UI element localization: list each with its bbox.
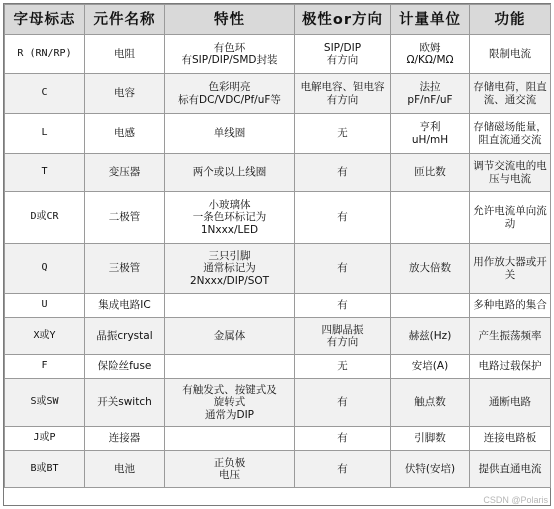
cell-component-name: 电容 bbox=[85, 74, 165, 114]
watermark: CSDN @Polaris bbox=[483, 495, 548, 505]
cell-polarity: 有 bbox=[295, 451, 391, 488]
cell-function: 电路过载保护 bbox=[470, 355, 551, 379]
cell-characteristics: 单线圈 bbox=[165, 114, 295, 154]
cell-unit: 赫兹(Hz) bbox=[391, 318, 470, 355]
cell-unit bbox=[391, 294, 470, 318]
cell-letter-code: C bbox=[5, 74, 85, 114]
table-row bbox=[5, 294, 551, 318]
cell-letter-code: D或CR bbox=[5, 192, 85, 244]
component-table-container bbox=[3, 3, 551, 506]
table-row bbox=[5, 114, 551, 154]
header-component-name: 元件名称 bbox=[85, 5, 165, 35]
header-row bbox=[5, 5, 551, 35]
cell-function: 用作放大器或开 关 bbox=[470, 244, 551, 294]
cell-letter-code: S或SW bbox=[5, 379, 85, 427]
cell-letter-code: L bbox=[5, 114, 85, 154]
cell-function: 多种电路的集合 bbox=[470, 294, 551, 318]
cell-component-name: 三极管 bbox=[85, 244, 165, 294]
cell-function: 存储电荷，阻直 流、通交流 bbox=[470, 74, 551, 114]
table-row bbox=[5, 244, 551, 294]
cell-component-name: 电池 bbox=[85, 451, 165, 488]
cell-letter-code: Q bbox=[5, 244, 85, 294]
cell-polarity: 电解电容、钽电容 有方向 bbox=[295, 74, 391, 114]
cell-letter-code: F bbox=[5, 355, 85, 379]
cell-polarity: 无 bbox=[295, 355, 391, 379]
cell-polarity: 有 bbox=[295, 154, 391, 192]
cell-unit: 法拉 pF/nF/uF bbox=[391, 74, 470, 114]
table-row bbox=[5, 35, 551, 74]
table-row bbox=[5, 451, 551, 488]
cell-characteristics bbox=[165, 294, 295, 318]
table-row bbox=[5, 379, 551, 427]
table-row bbox=[5, 318, 551, 355]
cell-function: 通断电路 bbox=[470, 379, 551, 427]
cell-component-name: 二极管 bbox=[85, 192, 165, 244]
cell-characteristics: 有色环 有SIP/DIP/SMD封装 bbox=[165, 35, 295, 74]
table-row bbox=[5, 355, 551, 379]
cell-function: 连接电路板 bbox=[470, 427, 551, 451]
cell-polarity: 有 bbox=[295, 192, 391, 244]
cell-characteristics: 金属体 bbox=[165, 318, 295, 355]
cell-polarity: 有 bbox=[295, 427, 391, 451]
cell-unit: 欧姆 Ω/KΩ/MΩ bbox=[391, 35, 470, 74]
cell-characteristics: 正负极 电压 bbox=[165, 451, 295, 488]
cell-unit: 触点数 bbox=[391, 379, 470, 427]
header-characteristics: 特性 bbox=[165, 5, 295, 35]
cell-unit: 亨利 uH/mH bbox=[391, 114, 470, 154]
table-row bbox=[5, 74, 551, 114]
cell-unit: 匝比数 bbox=[391, 154, 470, 192]
cell-characteristics bbox=[165, 427, 295, 451]
cell-polarity: 有 bbox=[295, 244, 391, 294]
cell-function: 允许电流单向流 动 bbox=[470, 192, 551, 244]
table-row bbox=[5, 427, 551, 451]
cell-letter-code: B或BT bbox=[5, 451, 85, 488]
cell-component-name: 变压器 bbox=[85, 154, 165, 192]
cell-letter-code: U bbox=[5, 294, 85, 318]
cell-function: 产生振荡频率 bbox=[470, 318, 551, 355]
cell-component-name: 保险丝fuse bbox=[85, 355, 165, 379]
cell-polarity: 有 bbox=[295, 379, 391, 427]
cell-unit: 伏特(安培) bbox=[391, 451, 470, 488]
component-table bbox=[4, 4, 551, 488]
cell-characteristics: 色彩明亮 标有DC/VDC/Pf/uF等 bbox=[165, 74, 295, 114]
cell-polarity: 四脚晶振 有方向 bbox=[295, 318, 391, 355]
cell-letter-code: R (RN/RP) bbox=[5, 35, 85, 74]
table-row bbox=[5, 192, 551, 244]
table-row bbox=[5, 154, 551, 192]
cell-polarity: 无 bbox=[295, 114, 391, 154]
header-polarity: 极性or方向 bbox=[295, 5, 391, 35]
cell-letter-code: X或Y bbox=[5, 318, 85, 355]
cell-component-name: 连接器 bbox=[85, 427, 165, 451]
cell-unit: 安培(A) bbox=[391, 355, 470, 379]
cell-characteristics bbox=[165, 355, 295, 379]
cell-unit: 引脚数 bbox=[391, 427, 470, 451]
cell-component-name: 集成电路IC bbox=[85, 294, 165, 318]
cell-letter-code: J或P bbox=[5, 427, 85, 451]
header-letter-code: 字母标志 bbox=[5, 5, 85, 35]
cell-component-name: 晶振crystal bbox=[85, 318, 165, 355]
cell-polarity: 有 bbox=[295, 294, 391, 318]
cell-characteristics: 两个或以上线圈 bbox=[165, 154, 295, 192]
cell-component-name: 电阻 bbox=[85, 35, 165, 74]
cell-polarity: SIP/DIP 有方向 bbox=[295, 35, 391, 74]
cell-function: 存储磁场能量， 阻直流通交流 bbox=[470, 114, 551, 154]
cell-characteristics: 小玻璃体 一条色环标记为 1Nxxx/LED bbox=[165, 192, 295, 244]
cell-letter-code: T bbox=[5, 154, 85, 192]
cell-function: 提供直通电流 bbox=[470, 451, 551, 488]
cell-unit bbox=[391, 192, 470, 244]
header-function: 功能 bbox=[470, 5, 551, 35]
cell-function: 限制电流 bbox=[470, 35, 551, 74]
cell-function: 调节交流电的电 压与电流 bbox=[470, 154, 551, 192]
cell-component-name: 电感 bbox=[85, 114, 165, 154]
cell-unit: 放大倍数 bbox=[391, 244, 470, 294]
cell-characteristics: 三只引脚 通常标记为 2Nxxx/DIP/SOT bbox=[165, 244, 295, 294]
cell-characteristics: 有触发式、按键式及 旋转式 通常为DIP bbox=[165, 379, 295, 427]
cell-component-name: 开关switch bbox=[85, 379, 165, 427]
header-unit: 计量单位 bbox=[391, 5, 470, 35]
